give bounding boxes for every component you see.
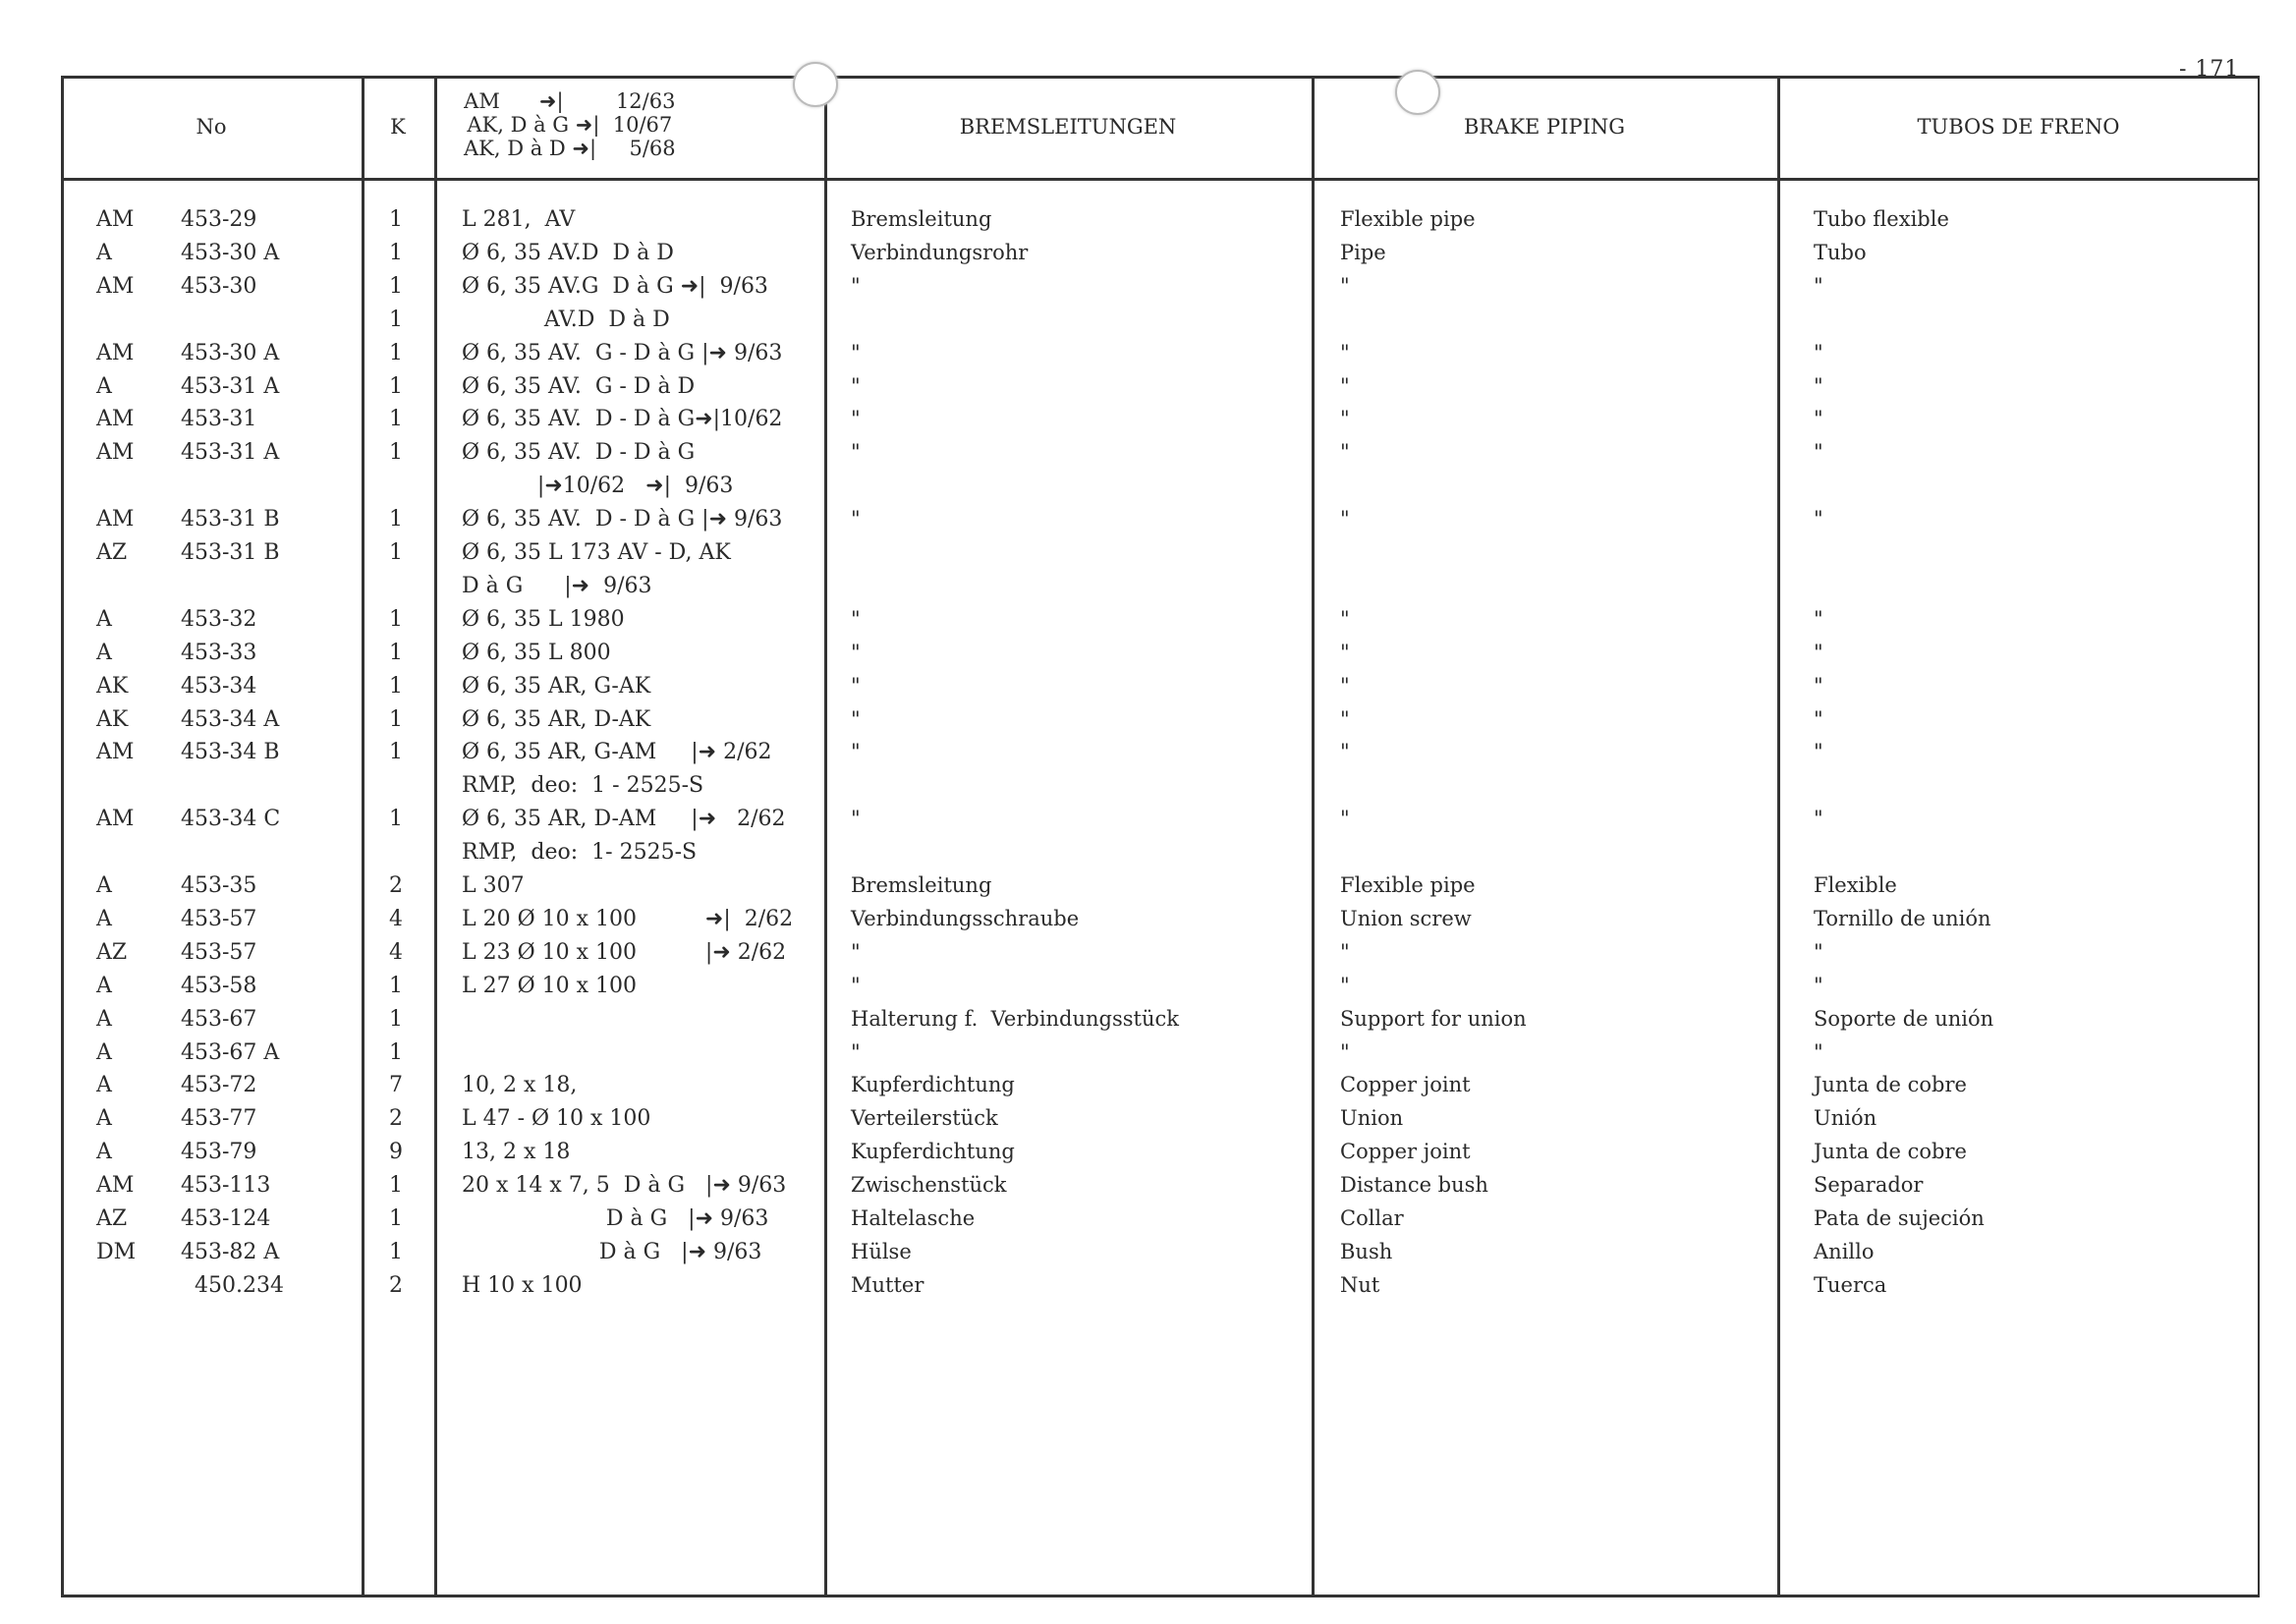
spanish-description: "	[1814, 373, 1823, 398]
table-row	[61, 740, 2260, 773]
german-description: "	[851, 706, 861, 731]
specification: L 23 Ø 10 x 100 |➜ 2/62	[462, 939, 787, 965]
spanish-description: "	[1814, 640, 1823, 664]
table-row	[61, 407, 2260, 440]
part-number: 453-31	[181, 407, 257, 432]
part-number: 453-77	[181, 1106, 257, 1132]
part-number: 453-30 A	[181, 240, 280, 265]
table-row	[61, 1007, 2260, 1040]
german-description: "	[851, 606, 861, 631]
english-description: "	[1340, 373, 1350, 398]
table-row	[61, 1073, 2260, 1106]
part-prefix: A	[96, 906, 112, 931]
specification: Ø 6, 35 AV. D - D à G➜|10/62	[462, 407, 783, 432]
table-row	[61, 707, 2260, 741]
german-description: Verteilerstück	[851, 1106, 998, 1131]
german-description: Bremsleitung	[851, 873, 992, 897]
quantity: 1	[389, 273, 403, 299]
english-description: Union screw	[1340, 906, 1472, 930]
specification: L 281, AV	[462, 207, 576, 232]
german-description: Verbindungsschraube	[851, 906, 1080, 930]
quantity: 1	[389, 1006, 403, 1032]
quantity: 1	[389, 373, 403, 399]
part-number: 453-29	[181, 207, 257, 232]
quantity: 1	[389, 640, 403, 665]
quantity: 1	[389, 307, 403, 332]
specification: RMP, deo: 1- 2525-S	[462, 840, 698, 866]
german-description: "	[851, 273, 861, 298]
part-prefix: A	[96, 640, 112, 665]
header-english: BRAKE PIPING	[1463, 115, 1626, 139]
specification: RMP, deo: 1 - 2525-S	[462, 773, 704, 799]
header-applicability-line: AK, D à D ➜| 5/68	[464, 137, 676, 160]
specification: Ø 6, 35 AR, G-AK	[462, 673, 651, 699]
part-prefix: AM	[96, 507, 135, 532]
part-prefix: A	[96, 373, 112, 399]
quantity: 1	[389, 540, 403, 565]
quantity: 1	[389, 1173, 403, 1199]
part-number: 453-30	[181, 273, 257, 299]
quantity: 1	[389, 207, 403, 232]
spanish-description: "	[1814, 440, 1823, 465]
german-description: "	[851, 440, 861, 465]
table-row	[61, 374, 2260, 408]
spanish-description: "	[1814, 706, 1823, 731]
table-row	[61, 1206, 2260, 1240]
spanish-description: Pata de sujeción	[1814, 1206, 1985, 1230]
german-description: "	[851, 407, 861, 431]
part-number: 453-124	[181, 1206, 271, 1231]
table-row	[61, 474, 2260, 507]
english-description: Collar	[1340, 1206, 1404, 1230]
part-number: 450.234	[181, 1272, 284, 1298]
specification: Ø 6, 35 AV.G D à G ➜| 9/63	[462, 273, 768, 299]
table-row	[61, 1140, 2260, 1173]
parts-table	[61, 76, 2260, 1597]
table-row	[61, 1040, 2260, 1074]
part-prefix: AM	[96, 740, 135, 765]
table-row	[61, 241, 2260, 274]
part-number: 453-34 B	[181, 740, 280, 765]
english-description: "	[1340, 440, 1350, 465]
quantity: 1	[389, 240, 403, 265]
german-description: "	[851, 340, 861, 364]
spanish-description: Junta de cobre	[1814, 1140, 1967, 1164]
part-number: 453-82 A	[181, 1239, 280, 1264]
table-row	[61, 674, 2260, 707]
table-row	[61, 940, 2260, 974]
specification: |➜10/62 ➜| 9/63	[462, 474, 734, 499]
header-applicability	[434, 76, 824, 178]
part-prefix: AK	[96, 706, 129, 732]
specification: L 27 Ø 10 x 100	[462, 973, 637, 998]
english-description: "	[1340, 740, 1350, 764]
spanish-description: "	[1814, 507, 1823, 532]
specification: Ø 6, 35 AR, D-AM |➜ 2/62	[462, 807, 786, 832]
table-row	[61, 907, 2260, 940]
table-row	[61, 840, 2260, 873]
table-row	[61, 574, 2260, 607]
german-description: "	[851, 373, 861, 398]
german-description: Kupferdichtung	[851, 1073, 1015, 1097]
specification: Ø 6, 35 L 800	[462, 640, 611, 665]
quantity: 4	[389, 939, 403, 965]
part-prefix: AK	[96, 673, 129, 699]
part-prefix: AZ	[96, 939, 128, 965]
german-description: "	[851, 640, 861, 664]
german-description: "	[851, 673, 861, 698]
spanish-description: "	[1814, 939, 1823, 964]
part-prefix: A	[96, 1140, 112, 1165]
part-number: 453-67	[181, 1006, 257, 1032]
german-description: "	[851, 507, 861, 532]
part-prefix: AZ	[96, 540, 128, 565]
part-number: 453-79	[181, 1140, 257, 1165]
spanish-description: "	[1814, 606, 1823, 631]
table-row	[61, 1273, 2260, 1307]
specification: H 10 x 100	[462, 1272, 583, 1298]
quantity: 1	[389, 740, 403, 765]
german-description: Bremsleitung	[851, 207, 992, 231]
quantity: 1	[389, 807, 403, 832]
quantity: 1	[389, 440, 403, 466]
spanish-description: Junta de cobre	[1814, 1073, 1967, 1097]
quantity: 1	[389, 1239, 403, 1264]
quantity: 2	[389, 873, 403, 898]
quantity: 2	[389, 1272, 403, 1298]
english-description: Pipe	[1340, 240, 1386, 264]
quantity: 1	[389, 706, 403, 732]
specification: Ø 6, 35 AV. G - D à G |➜ 9/63	[462, 340, 783, 365]
spanish-description: Unión	[1814, 1106, 1877, 1131]
english-description: Flexible pipe	[1340, 207, 1476, 231]
specification: 20 x 14 x 7, 5 D à G |➜ 9/63	[462, 1173, 787, 1199]
spanish-description: "	[1814, 807, 1823, 831]
quantity: 7	[389, 1073, 403, 1098]
specification: AV.D D à D	[462, 307, 670, 332]
part-number: 453-30 A	[181, 340, 280, 365]
german-description: Mutter	[851, 1272, 924, 1297]
english-description: "	[1340, 340, 1350, 364]
quantity: 4	[389, 906, 403, 931]
part-number: 453-72	[181, 1073, 257, 1098]
spanish-description: "	[1814, 740, 1823, 764]
part-number: 453-113	[181, 1173, 271, 1199]
german-description: "	[851, 807, 861, 831]
german-description: Haltelasche	[851, 1206, 976, 1230]
english-description: Copper joint	[1340, 1073, 1471, 1097]
specification: Ø 6, 35 AV. G - D à D	[462, 373, 696, 399]
part-number: 453-33	[181, 640, 257, 665]
part-number: 453-35	[181, 873, 257, 898]
part-prefix: AM	[96, 207, 135, 232]
part-number: 453-32	[181, 606, 257, 632]
header-spanish: TUBOS DE FRENO	[1917, 115, 2120, 139]
table-row	[61, 607, 2260, 641]
english-description: "	[1340, 939, 1350, 964]
part-number: 453-34 A	[181, 706, 280, 732]
table-row	[61, 773, 2260, 807]
german-description: Kupferdichtung	[851, 1140, 1015, 1164]
english-description: "	[1340, 706, 1350, 731]
part-number: 453-31 B	[181, 540, 280, 565]
part-number: 453-34	[181, 673, 257, 699]
spanish-description: Tuerca	[1814, 1272, 1887, 1297]
german-description: Halterung f. Verbindungsstück	[851, 1006, 1180, 1031]
table-row	[61, 540, 2260, 574]
quantity: 1	[389, 673, 403, 699]
english-description: Flexible pipe	[1340, 873, 1476, 897]
specification: Ø 6, 35 AR, G-AM |➜ 2/62	[462, 740, 772, 765]
table-row	[61, 1173, 2260, 1206]
quantity: 2	[389, 1106, 403, 1132]
quantity: 1	[389, 1039, 403, 1065]
english-description: "	[1340, 1039, 1350, 1064]
english-description: Nut	[1340, 1272, 1380, 1297]
specification: Ø 6, 35 AR, D-AK	[462, 706, 651, 732]
header-no: No	[196, 115, 227, 139]
header-k: K	[390, 115, 406, 139]
german-description: "	[851, 1039, 861, 1064]
english-description: "	[1340, 973, 1350, 997]
german-description: Verbindungsrohr	[851, 240, 1029, 264]
table-row	[61, 873, 2260, 907]
table-row	[61, 1240, 2260, 1273]
english-description: Distance bush	[1340, 1173, 1488, 1198]
german-description: Zwischenstück	[851, 1173, 1007, 1198]
english-description: "	[1340, 507, 1350, 532]
spanish-description: "	[1814, 973, 1823, 997]
specification: L 47 - Ø 10 x 100	[462, 1106, 651, 1132]
english-description: "	[1340, 407, 1350, 431]
spanish-description: Tubo flexible	[1814, 207, 1949, 231]
spanish-description: Separador	[1814, 1173, 1924, 1198]
quantity: 1	[389, 973, 403, 998]
english-description: "	[1340, 807, 1350, 831]
spanish-description: "	[1814, 273, 1823, 298]
part-number: 453-31 A	[181, 440, 280, 466]
english-description: Bush	[1340, 1239, 1393, 1263]
table-row	[61, 207, 2260, 241]
part-prefix: AM	[96, 1173, 135, 1199]
english-description: Union	[1340, 1106, 1404, 1131]
spanish-description: Flexible	[1814, 873, 1897, 897]
table-row	[61, 641, 2260, 674]
part-prefix: A	[96, 973, 112, 998]
english-description: "	[1340, 606, 1350, 631]
part-prefix: AM	[96, 440, 135, 466]
part-number: 453-67 A	[181, 1039, 280, 1065]
part-prefix: DM	[96, 1239, 137, 1264]
page-number: - 171	[2179, 57, 2240, 82]
english-description: "	[1340, 640, 1350, 664]
quantity: 1	[389, 407, 403, 432]
spanish-description: Tornillo de unión	[1814, 906, 1991, 930]
part-prefix: A	[96, 1106, 112, 1132]
spanish-description: "	[1814, 407, 1823, 431]
table-row	[61, 308, 2260, 341]
part-prefix: AZ	[96, 1206, 128, 1231]
table-row	[61, 440, 2260, 474]
part-prefix: A	[96, 873, 112, 898]
part-prefix: AM	[96, 273, 135, 299]
quantity: 1	[389, 507, 403, 532]
specification: D à G |➜ 9/63	[462, 573, 652, 598]
part-prefix: A	[96, 606, 112, 632]
specification: L 307	[462, 873, 525, 898]
table-row	[61, 274, 2260, 308]
header-german: BREMSLEITUNGEN	[959, 115, 1177, 139]
table-row	[61, 1106, 2260, 1140]
spanish-description: Tubo	[1814, 240, 1867, 264]
spanish-description: Soporte de unión	[1814, 1006, 1994, 1031]
spanish-description: Anillo	[1814, 1239, 1875, 1263]
part-prefix: A	[96, 1073, 112, 1098]
part-number: 453-57	[181, 939, 257, 965]
quantity: 1	[389, 1206, 403, 1231]
part-number: 453-31 A	[181, 373, 280, 399]
part-prefix: A	[96, 1039, 112, 1065]
german-description: "	[851, 740, 861, 764]
specification: Ø 6, 35 L 1980	[462, 606, 625, 632]
header-applicability-line: AM ➜| 12/63	[464, 89, 676, 113]
spanish-description: "	[1814, 673, 1823, 698]
table-row	[61, 341, 2260, 374]
table-row	[61, 807, 2260, 840]
part-number: 453-31 B	[181, 507, 280, 532]
part-number: 453-57	[181, 906, 257, 931]
header-divider	[61, 178, 2260, 181]
specification: Ø 6, 35 AV. D - D à G |➜ 9/63	[462, 507, 783, 532]
part-number: 453-34 C	[181, 807, 281, 832]
specification: 10, 2 x 18,	[462, 1073, 578, 1098]
part-number: 453-58	[181, 973, 257, 998]
part-prefix: AM	[96, 807, 135, 832]
spanish-description: "	[1814, 1039, 1823, 1064]
quantity: 9	[389, 1140, 403, 1165]
german-description: "	[851, 939, 861, 964]
header-applicability-line: AK, D à G ➜| 10/67	[467, 113, 673, 137]
specification: D à G |➜ 9/63	[462, 1239, 762, 1264]
quantity: 1	[389, 606, 403, 632]
english-description: "	[1340, 673, 1350, 698]
english-description: Support for union	[1340, 1006, 1527, 1031]
specification: 13, 2 x 18	[462, 1140, 571, 1165]
specification: D à G |➜ 9/63	[462, 1206, 769, 1231]
specification: Ø 6, 35 L 173 AV - D, AK	[462, 540, 731, 565]
table-row	[61, 507, 2260, 540]
english-description: "	[1340, 273, 1350, 298]
specification: Ø 6, 35 AV. D - D à G	[462, 440, 696, 466]
german-description: Hülse	[851, 1239, 912, 1263]
quantity: 1	[389, 340, 403, 365]
part-prefix: A	[96, 240, 112, 265]
part-prefix: AM	[96, 340, 135, 365]
part-prefix: AM	[96, 407, 135, 432]
table-row	[61, 974, 2260, 1007]
specification: L 20 Ø 10 x 100 ➜| 2/62	[462, 906, 794, 931]
english-description: Copper joint	[1340, 1140, 1471, 1164]
spanish-description: "	[1814, 340, 1823, 364]
german-description: "	[851, 973, 861, 997]
part-prefix: A	[96, 1006, 112, 1032]
specification: Ø 6, 35 AV.D D à D	[462, 240, 674, 265]
